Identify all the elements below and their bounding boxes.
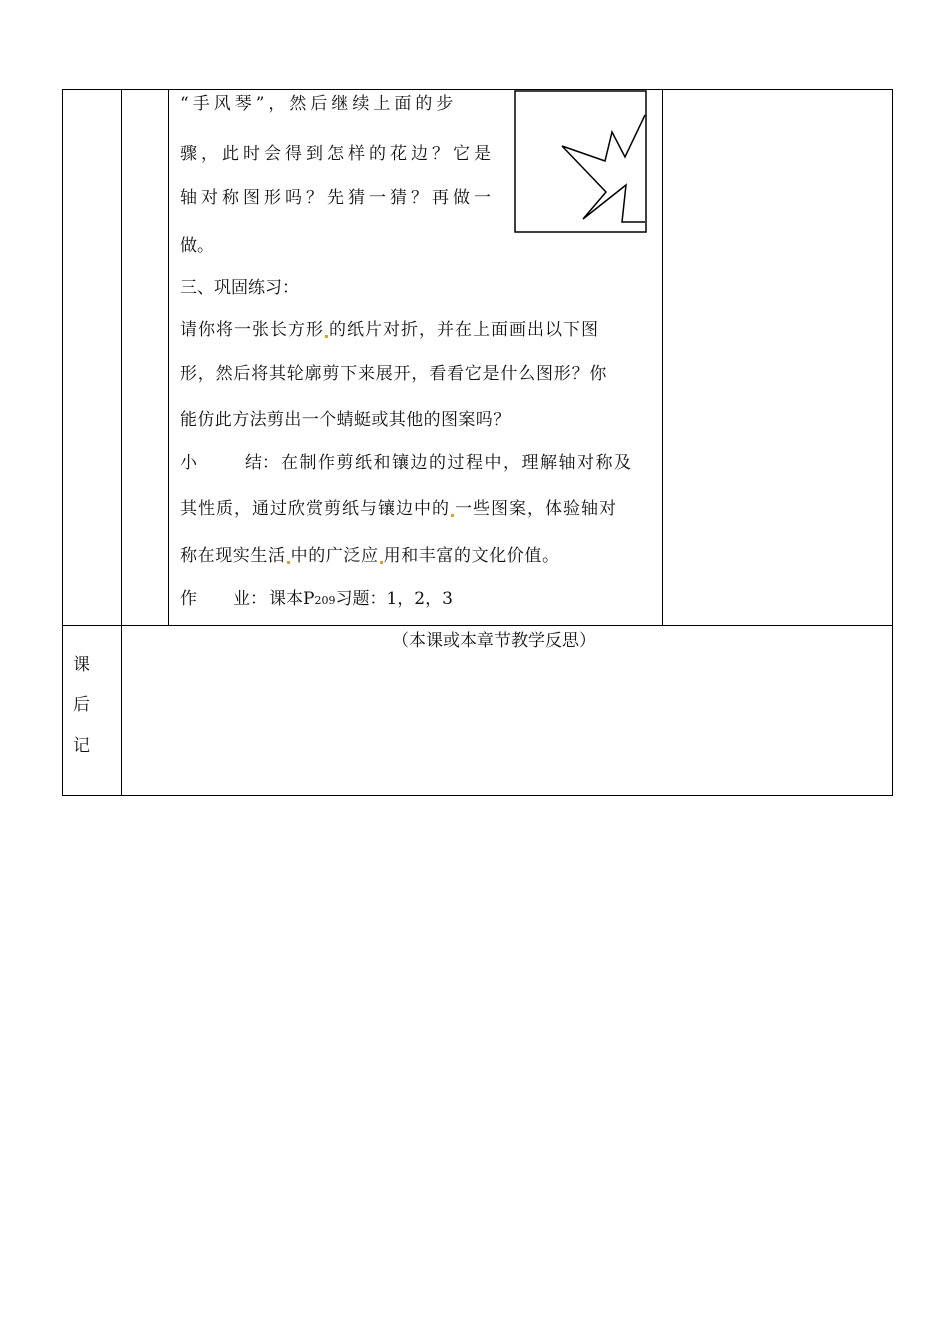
reflection-label-char-3: 记 xyxy=(73,736,90,756)
lesson-line-1: “手风琴”，然后继续上面的步 xyxy=(180,94,458,114)
reflection-note: （本课或本章节教学反思） xyxy=(392,631,596,651)
mark-dot xyxy=(380,561,383,564)
summary-label-2: 结： xyxy=(245,453,279,473)
summary-line-2b: 一些图案，体验轴对 xyxy=(455,499,617,519)
paper-cut-figure xyxy=(514,89,647,234)
summary-line-2 xyxy=(180,499,617,519)
table-col-divider-3 xyxy=(662,89,663,626)
lesson-line-3: 轴对称图形吗？先猜一猜？再做一 xyxy=(180,188,495,208)
table-right-border xyxy=(892,89,893,796)
lesson-line-2: 骤，此时会得到怎样的花边？它是 xyxy=(180,144,495,164)
practice-line-2: 形，然后将其轮廓剪下来展开，看看它是什么图形？你 xyxy=(180,364,608,384)
summary-label-1: 小 xyxy=(180,453,197,473)
homework-label-1: 作 xyxy=(180,589,197,609)
mark-dot xyxy=(287,561,290,564)
homework-text: 课本P xyxy=(269,589,315,609)
table-top-border xyxy=(62,89,893,90)
reflection-label-char-2: 后 xyxy=(73,695,90,715)
lesson-line-4: 做。 xyxy=(180,236,214,256)
summary-line-1: 在制作剪纸和镶边的过程中，理解轴对称及 xyxy=(281,453,633,473)
table-bottom-border xyxy=(62,795,893,796)
homework-label-2: 业： xyxy=(233,589,267,609)
summary-line-2a: 其性质，通过欣赏剪纸与镶边中的 xyxy=(180,499,450,519)
practice-line-1 xyxy=(180,320,599,340)
homework-line xyxy=(269,589,453,611)
practice-line-1b: 的纸片对折，并在上面画出以下图 xyxy=(329,320,599,340)
summary-line-3c: 用和丰富的文化价值。 xyxy=(383,546,560,566)
table-row-divider xyxy=(62,625,893,626)
reflection-label-char-1: 课 xyxy=(73,655,90,675)
section-heading: 三、巩固练习： xyxy=(180,278,299,298)
mark-dot xyxy=(325,335,328,338)
homework-rest: 习题：1，2，3 xyxy=(335,589,453,609)
practice-line-3: 能仿此方法剪出一个蜻蜓或其他的图案吗？ xyxy=(180,410,511,430)
table-col-divider-1 xyxy=(121,89,122,796)
summary-line-3a: 称在现实生活 xyxy=(180,546,286,566)
table-left-border xyxy=(62,89,63,796)
practice-line-1a: 请你将一张长方形 xyxy=(180,320,324,340)
summary-line-3b: 中的广泛应 xyxy=(290,546,379,566)
figure-frame xyxy=(515,91,646,232)
mark-dot xyxy=(451,514,454,517)
summary-line-3 xyxy=(180,546,560,566)
table-col-divider-2 xyxy=(168,89,169,626)
figure-cut-outline xyxy=(562,115,645,222)
homework-page-subscript: 209 xyxy=(314,594,336,607)
